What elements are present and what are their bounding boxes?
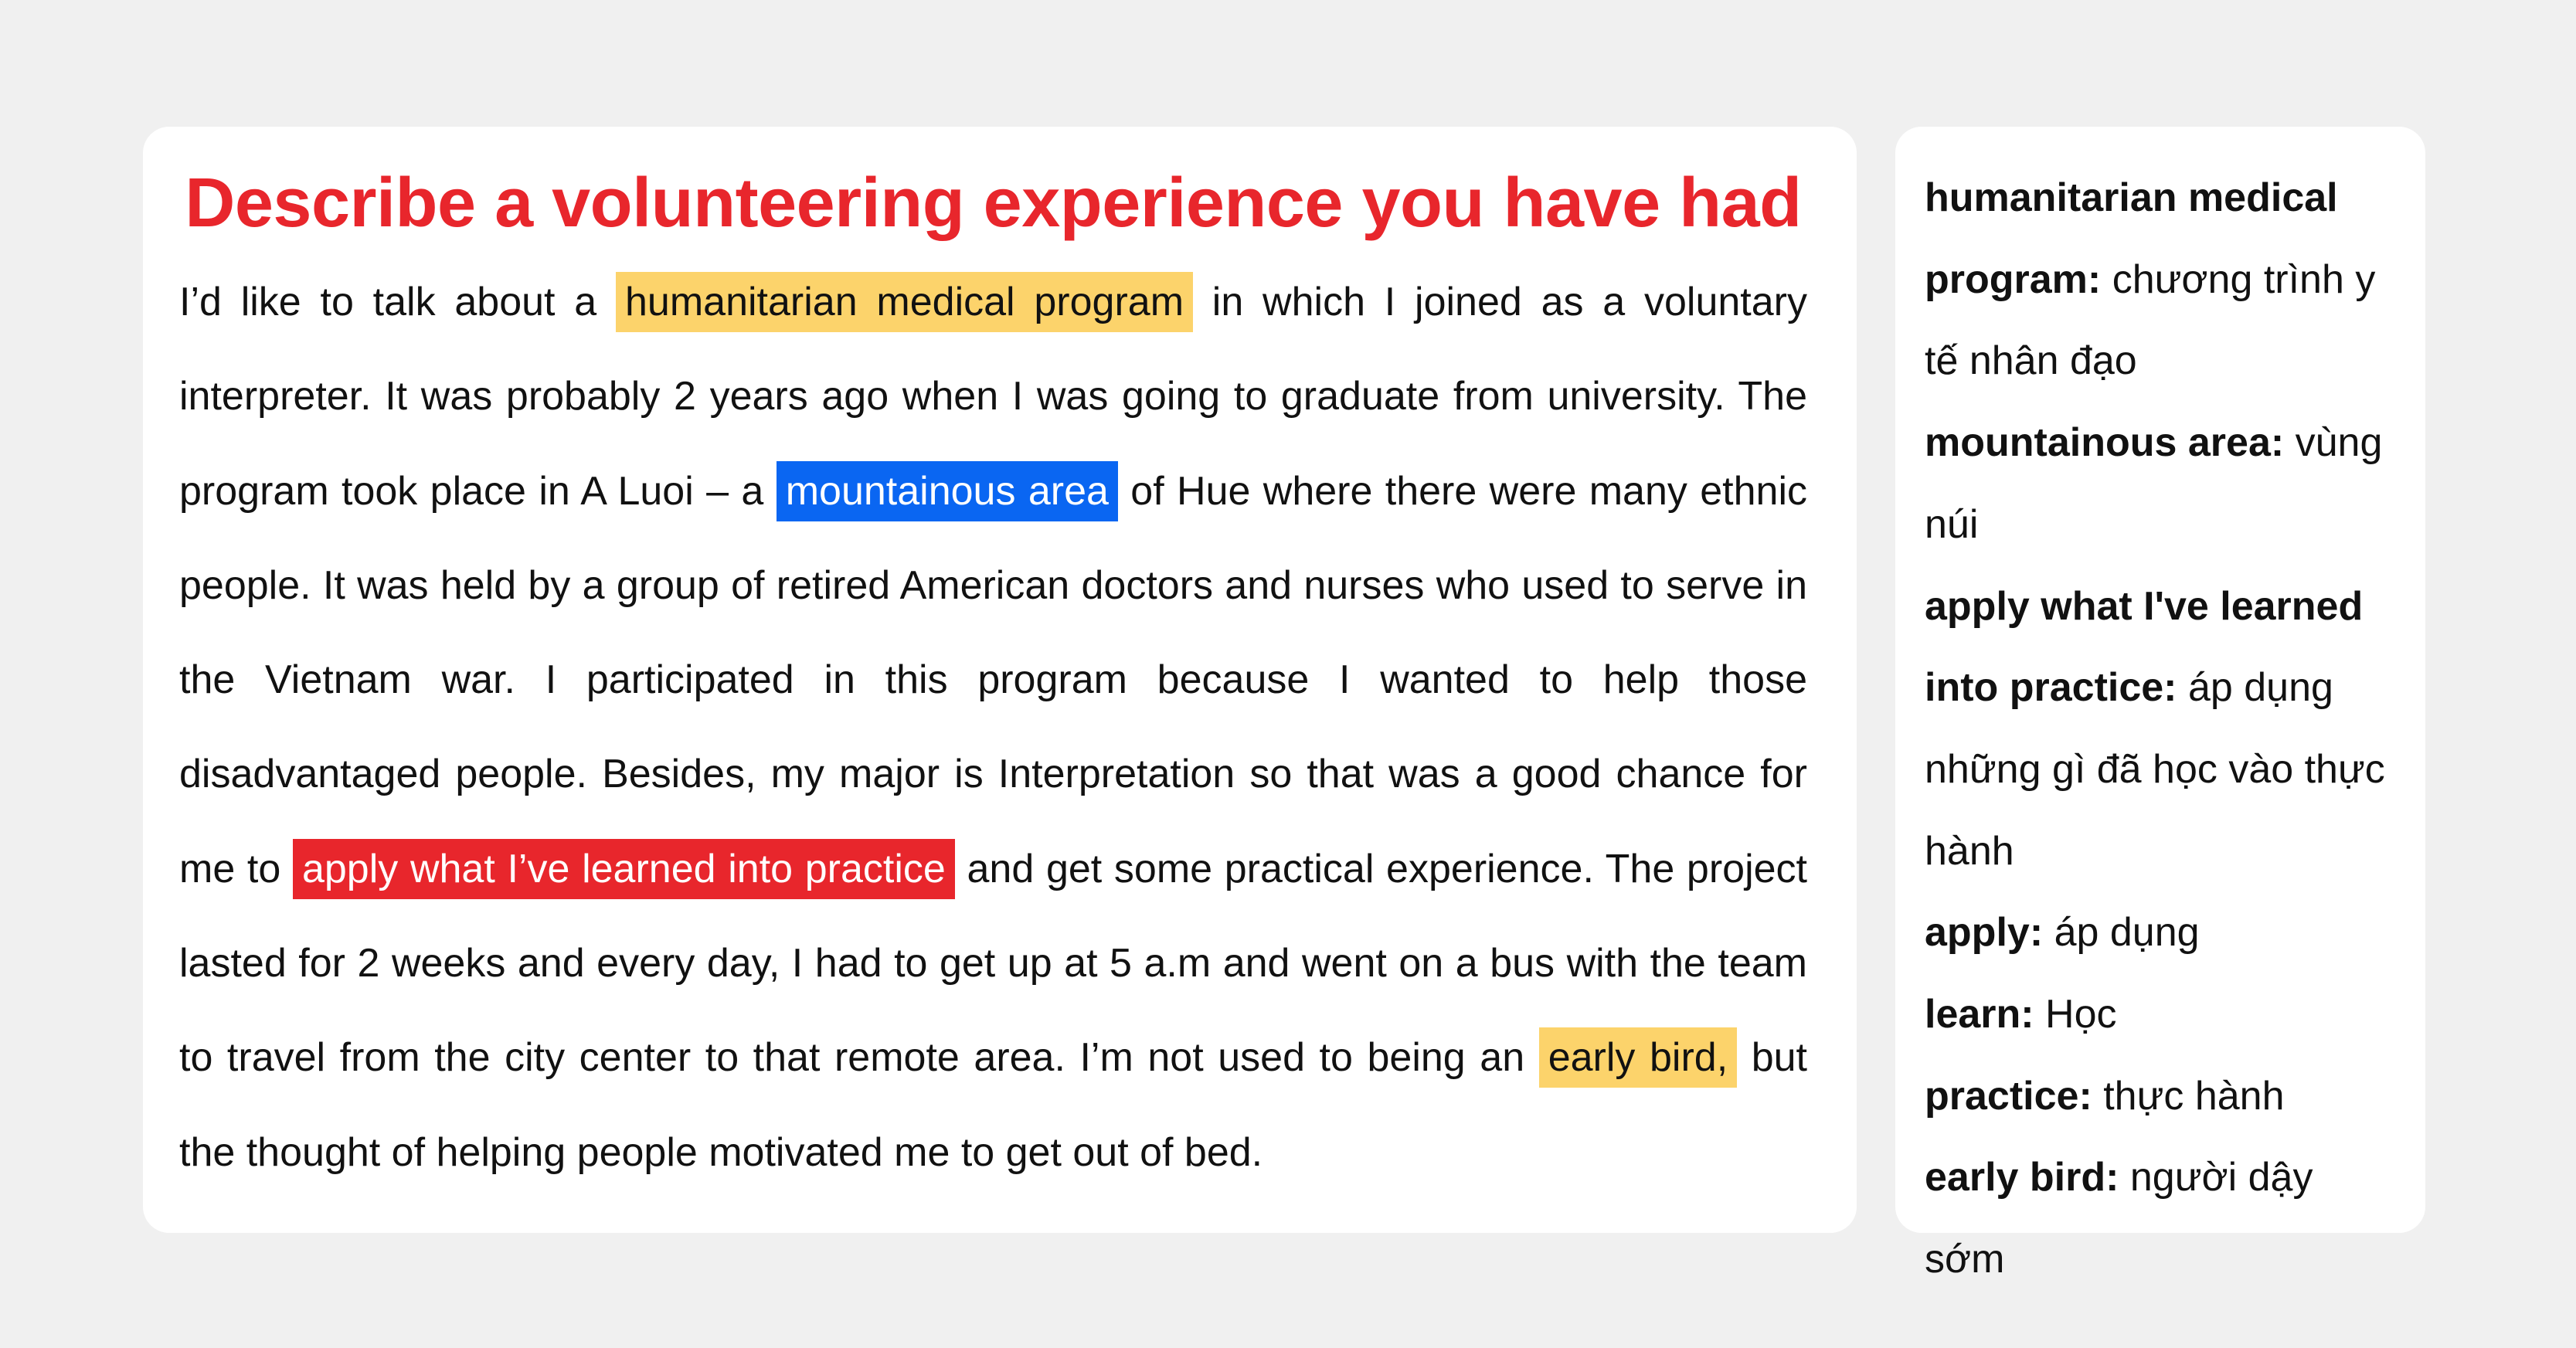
essay-title: Describe a volunteering experience you have had bbox=[185, 165, 1802, 242]
glossary-entry bbox=[1925, 566, 2398, 893]
glossary-entry bbox=[1925, 402, 2398, 565]
glossary-entry bbox=[1925, 892, 2398, 974]
glossary-term: apply what I've learned into practice: bbox=[1925, 583, 2364, 711]
glossary-meaning: thực hành bbox=[2092, 1073, 2285, 1119]
glossary-term: early bird: bbox=[1925, 1155, 2119, 1200]
glossary-meaning: áp dụng những gì đã học vào thực hành bbox=[1925, 665, 2385, 874]
glossary-entry bbox=[1925, 974, 2398, 1056]
glossary-term: learn: bbox=[1925, 992, 2034, 1037]
essay-card bbox=[143, 127, 1857, 1233]
text-segment: of Hue where there were many ethnic people. It was held by a group of retired American doctors and nurses who used to serve in the Vietnam war. I participated in this program because I wanted to help those disadvantaged people. Besides, my major is Interpretation so that was a good chance for me to bbox=[179, 468, 1808, 891]
highlight-mountainous-area: mountainous area bbox=[777, 461, 1118, 521]
glossary-term: mountainous area: bbox=[1925, 420, 2285, 466]
text-segment: but the thought of helping people motivated me to get out of bed. bbox=[179, 1035, 1807, 1175]
glossary-meaning: vùng núi bbox=[1925, 420, 2383, 547]
glossary-meaning: chương trình y tế nhân đạo bbox=[1925, 256, 2376, 384]
text-segment: in which I joined as a voluntary interpreter. It was probably 2 years ago when I was going to graduate from university. The program took place in A Luoi – a bbox=[179, 280, 1807, 514]
glossary-meaning: áp dụng bbox=[2043, 910, 2200, 956]
highlight-humanitarian-medical-program: humanitarian medical program bbox=[616, 272, 1193, 332]
highlight-apply-what-learned: apply what I’ve learned into practice bbox=[293, 839, 955, 899]
highlight-early-bird: early bird, bbox=[1539, 1027, 1737, 1088]
glossary-entry bbox=[1925, 158, 2398, 402]
glossary-term: humanitarian medical program: bbox=[1925, 175, 2338, 302]
text-segment: I’d like to talk about a bbox=[179, 280, 616, 324]
glossary-term: practice: bbox=[1925, 1073, 2092, 1119]
essay-paragraph bbox=[179, 255, 1807, 1200]
glossary-meaning: người dậy sớm bbox=[1925, 1155, 2313, 1282]
glossary-meaning: Học bbox=[2034, 992, 2117, 1037]
glossary-card bbox=[1895, 127, 2425, 1282]
glossary-entry bbox=[1925, 1056, 2398, 1138]
glossary-entry bbox=[1925, 1137, 2398, 1300]
glossary-term: apply: bbox=[1925, 910, 2044, 956]
text-segment: and get some practical experience. The project lasted for 2 weeks and every day, I had to get up at 5 a.m and went on a bus with the team to travel from the city center to that remote area. I’m not used to being an bbox=[179, 846, 1807, 1081]
